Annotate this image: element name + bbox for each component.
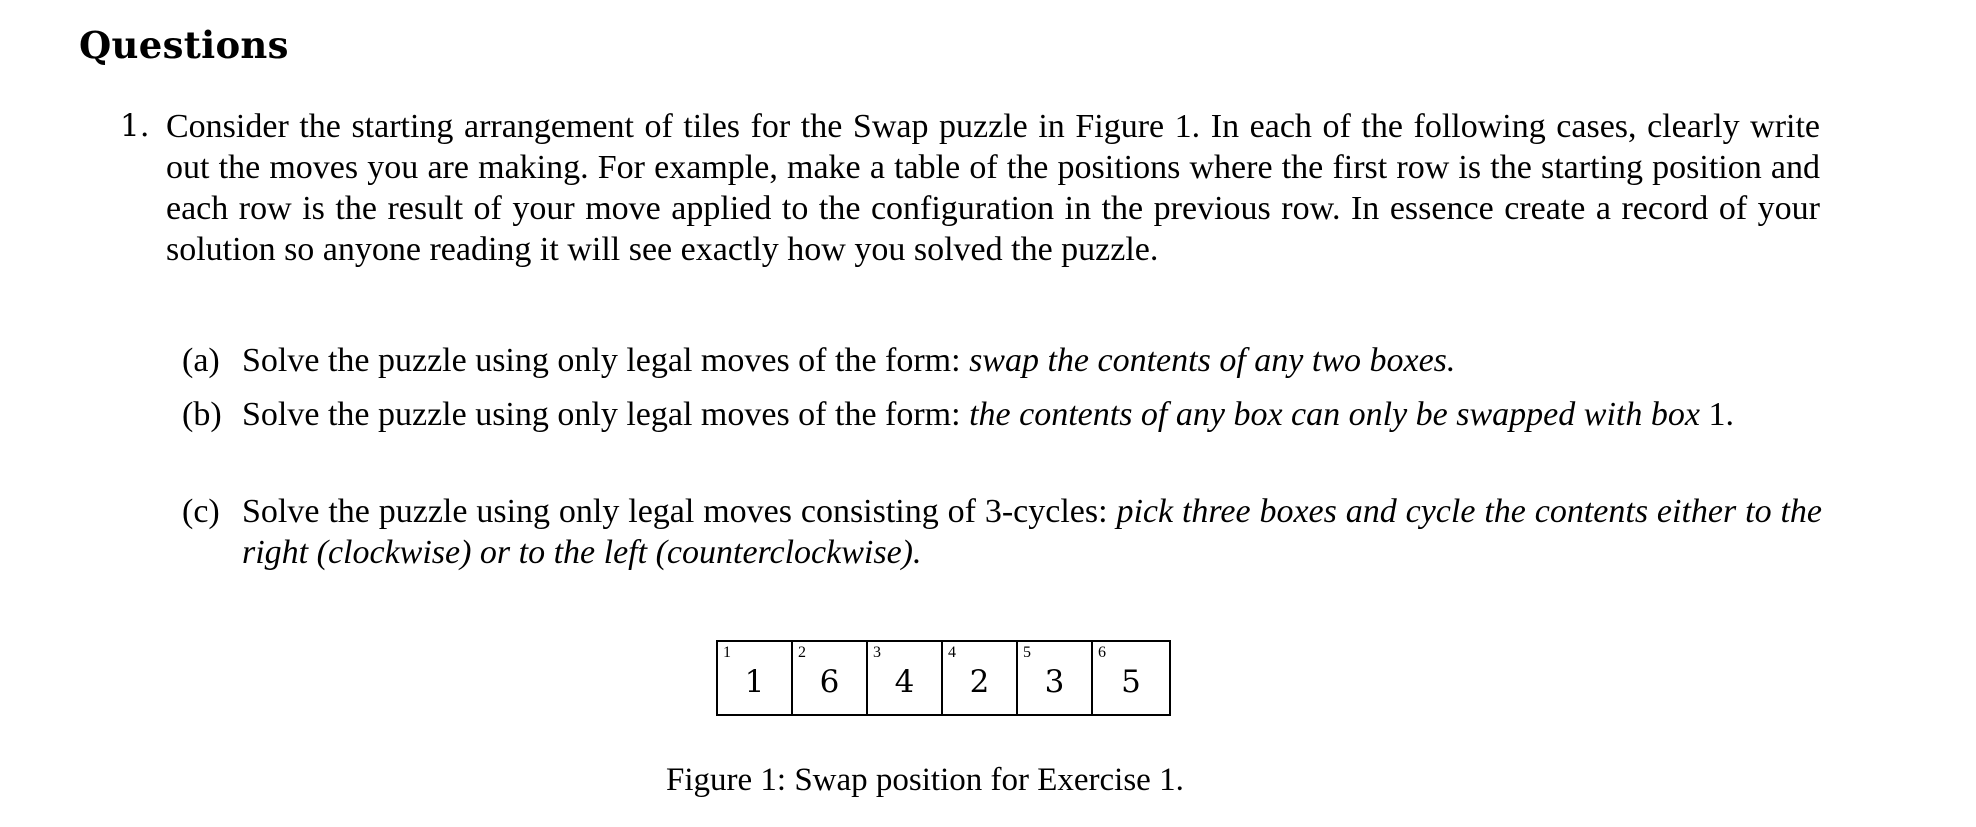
part-label: (b) [182, 396, 222, 433]
tile-box [1018, 642, 1093, 714]
part-text-plain: Solve the puzzle using only legal moves of the form: [242, 342, 970, 379]
part-text-plain: Solve the puzzle using only legal moves consisting of 3-cycles: [242, 493, 1117, 530]
tile-index: 5 [1023, 644, 1031, 661]
tile-box [793, 642, 868, 714]
part-text-italic: the contents of any box can only be swapped with box [969, 396, 1709, 433]
tile-box [868, 642, 943, 714]
tile-value: 4 [894, 664, 915, 700]
tile-value: 5 [1121, 664, 1141, 700]
swap-puzzle-figure [716, 640, 1171, 716]
tile-box [1093, 642, 1169, 714]
tile-index: 6 [1098, 644, 1106, 661]
part-text-tail: 1. [1708, 396, 1734, 433]
part-text-italic: pick three boxes and cycle the contents either to the right (clockwise) or to the left (counterclockwise). [242, 493, 1822, 571]
tile-box [718, 642, 793, 714]
part-label: (a) [182, 342, 220, 379]
tile-index: 1 [723, 644, 731, 661]
part-text-plain: Solve the puzzle using only legal moves of the form: [242, 396, 970, 433]
figure-caption: Figure 1: Swap position for Exercise 1. [666, 762, 1184, 798]
tile-value: 3 [1044, 664, 1065, 700]
tile-index: 3 [873, 644, 881, 661]
part-text-italic: swap the contents of any two boxes. [969, 342, 1456, 379]
tile-index: 2 [798, 644, 806, 661]
tile-value: 1 [744, 664, 765, 700]
part-text [242, 491, 1822, 573]
tile-value: 2 [969, 664, 990, 700]
part-text [242, 394, 1822, 435]
section-heading: Questions [79, 23, 289, 67]
part-text [242, 340, 1822, 381]
question-number: 1. [120, 108, 150, 144]
tile-box [943, 642, 1018, 714]
tile-index: 4 [948, 644, 956, 661]
question-text: Consider the starting arrangement of tiles for the Swap puzzle in Figure 1. In each of the following cases, clearly write out the moves you are making. For example, make a table of the positions where the first row is the starting position and each row is the result of your move applied to the configuration in the previous row. In essence create a record of your solution so anyone reading it will see exactly how you solved the puzzle. [166, 108, 1820, 268]
part-label: (c) [182, 493, 220, 530]
tile-value: 6 [819, 664, 840, 700]
